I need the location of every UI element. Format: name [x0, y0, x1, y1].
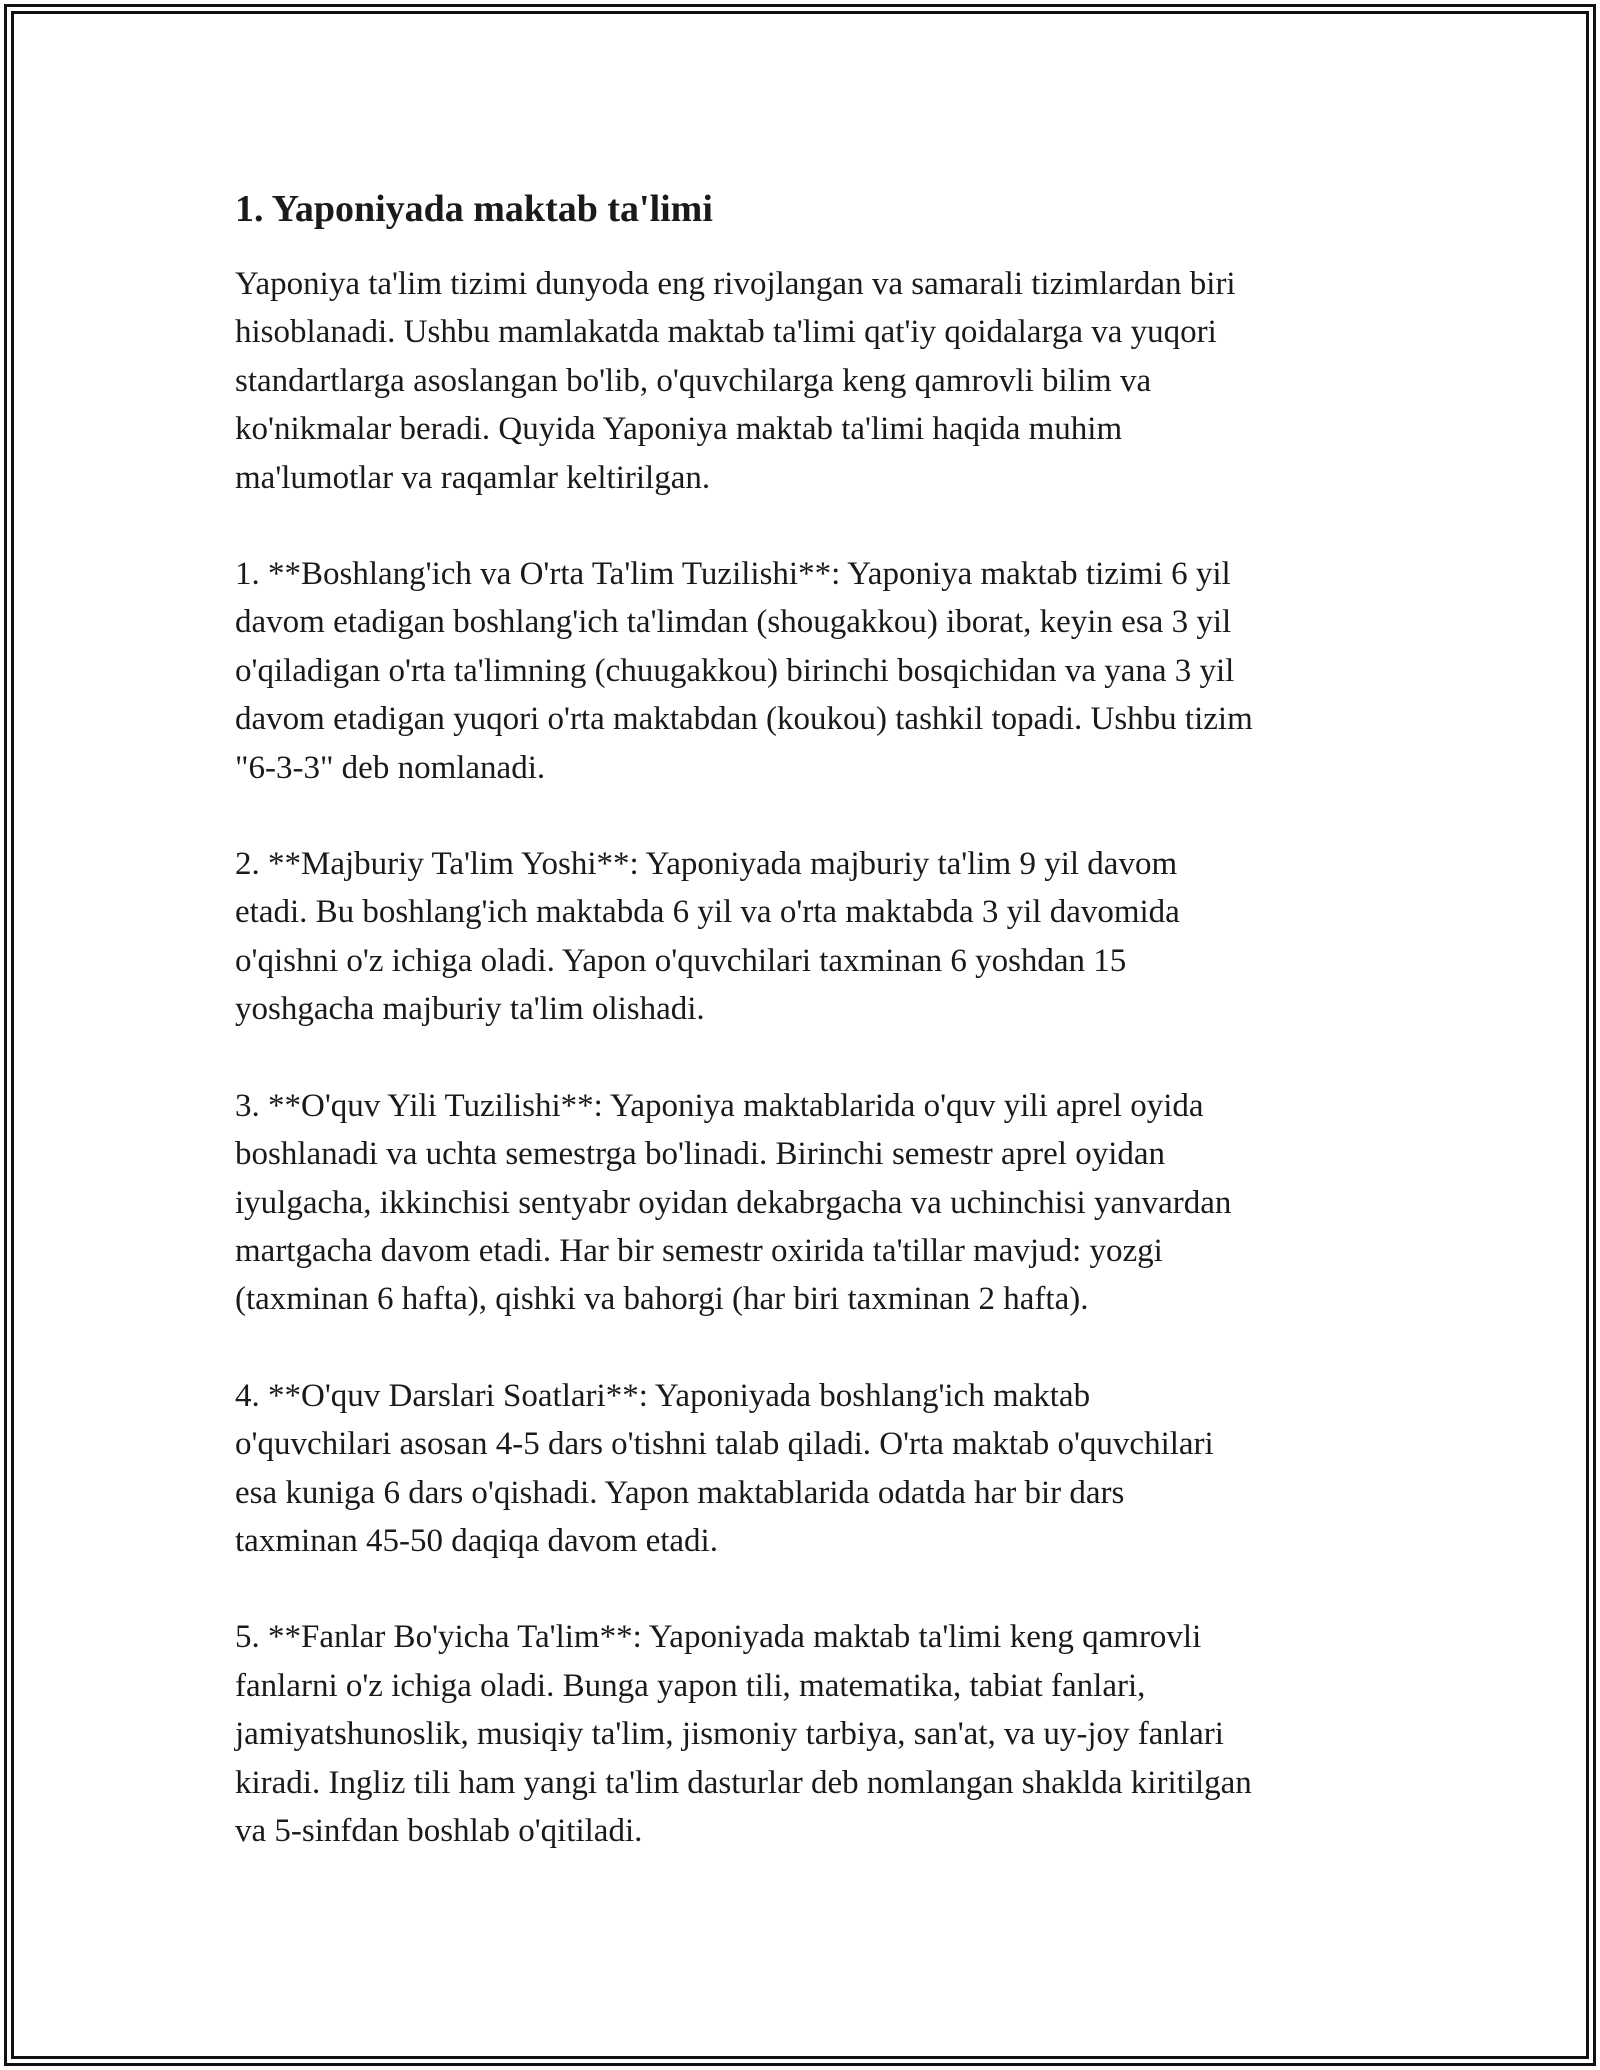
section-lesson-hours-paragraph: 4. **O'quv Darslari Soatlari**: Yaponiyada boshlang'ich maktab o'quvchilari asosan 4-5 dars o'tishni talab qiladi. O'rta maktab o'quvchilari esa kuniga 6 dars o'qishadi. Yapon maktablarida odatda har bir dars taxminan 45-50 daqiqa davom etadi. — [235, 1377, 1214, 1559]
section-compulsory-age-paragraph: 2. **Majburiy Ta'lim Yoshi**: Yaponiyada majburiy ta'lim 9 yil davom etadi. Bu boshlang'ich maktabda 6 yil va o'rta maktabda 3 yil davomida o'qishni o'z ichiga oladi. Yapon o'quvchilari taxminan 6 yoshdan 15 yoshgacha majburiy ta'lim olishadi. — [235, 846, 1180, 1028]
intro-paragraph: Yaponiya ta'lim tizimi dunyoda eng rivojlangan va samarali tizimlardan biri hisoblanadi. Ushbu mamlakatda maktab ta'limi qat'iy qoidalarga va yuqori standartlarga asoslangan bo'lib, o'quvchilarga keng qamrovli bilim va ko'nikmalar beradi. Quyida Yaponiya maktab ta'limi haqida muhim ma'lumotlar va raqamlar keltirilgan. — [235, 266, 1236, 496]
section-school-year-paragraph: 3. **O'quv Yili Tuzilishi**: Yaponiya maktablarida o'quv yili aprel oyida boshlanadi va uchta semestrga bo'linadi. Birinchi semestr aprel oyidan iyulgacha, ikkinchisi sentyabr oyidan dekabrgacha va uchinchisi yanvardan martgacha davom etadi. Har bir semestr oxirida ta'tillar mavjud: yozgi (taxminan 6 hafta), qishki va bahorgi (har biri taxminan 2 hafta). — [235, 1087, 1232, 1318]
section-subjects-paragraph: 5. **Fanlar Bo'yicha Ta'lim**: Yaponiyada maktab ta'limi keng qamrovli fanlarni o'z ichiga oladi. Bunga yapon tili, matematika, tabiat fanlari, jamiyatshunoslik, musiqiy ta'lim, jismoniy tarbiya, san'at, va uy-joy fanlari kiradi. Ingliz tili ham yangi ta'lim dasturlar deb nomlangan shaklda kiritilgan va 5-sinfdan boshlab o'qitiladi. — [235, 1619, 1252, 1849]
document-body — [235, 186, 1385, 1903]
section-structure-paragraph: 1. **Boshlang'ich va O'rta Ta'lim Tuzilishi**: Yaponiya maktab tizimi 6 yil davom etadigan boshlang'ich ta'limdan (shougakkou) iborat, keyin esa 3 yil o'qiladigan o'rta ta'limning (chuugakkou) birinchi bosqichidan va yana 3 yil davom etadigan yuqori o'rta maktabdan (koukou) tashkil topadi. Ushbu tizim "6-3-3" deb nomlanadi. — [235, 556, 1253, 786]
document-title: 1. Yaponiyada maktab ta'limi — [235, 188, 713, 230]
